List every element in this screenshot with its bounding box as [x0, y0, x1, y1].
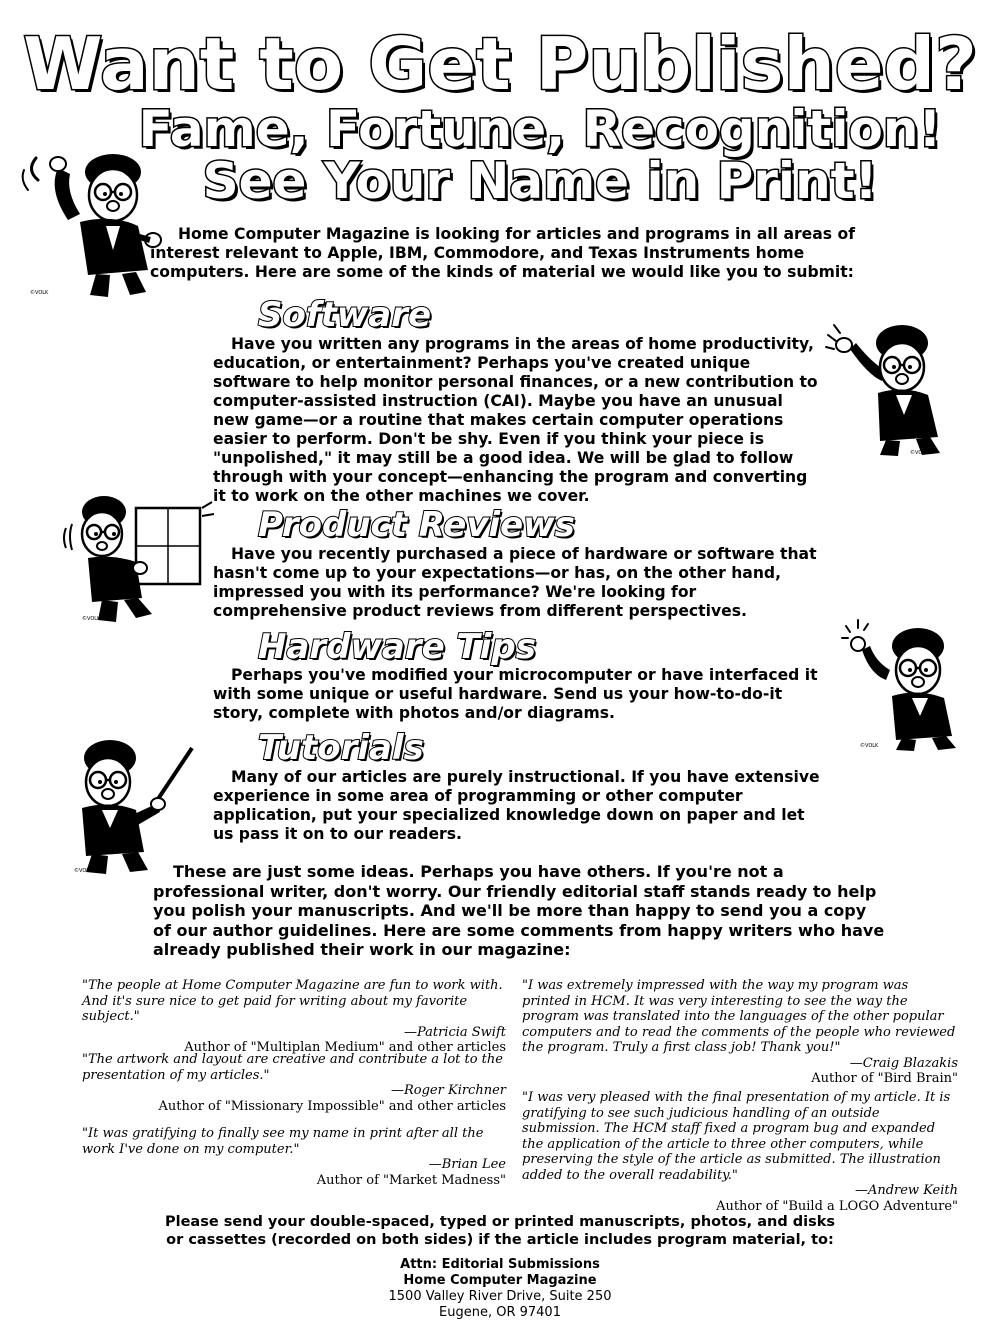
cartoon-man-pointer: [60, 728, 200, 878]
testimonial-credit: Author of "Multiplan Medium" and other articles: [184, 1040, 506, 1055]
testimonial-credit: Author of "Market Madness": [316, 1172, 506, 1188]
address-city: Eugene, OR 97401: [439, 1305, 561, 1320]
testimonial-name: —Craig Blazakis: [849, 1055, 958, 1071]
section-text-tutorials: Many of our articles are purely instructional. If you have extensive experience in some area of programming or other computer application, put your specialized knowledge down on paper and let us pass it on to our readers.: [213, 768, 820, 843]
instructions-line2: or cassettes (recorded on both sides) if the article includes program material, to:: [166, 1232, 834, 1248]
mailing-address: [0, 1257, 1000, 1321]
cartoon-man-pointing: [820, 315, 970, 460]
testimonial-quote: "The people at Home Computer Magazine are fun to work with. And it's sure nice to get paid for writing about my favorite subject.": [82, 978, 503, 1024]
artist-mark: ©VOLK: [910, 450, 929, 456]
intro-text: Home Computer Magazine is looking for articles and programs in all areas of interest relevant to Apple, IBM, Commodore, and Texas Instruments home computers. Here are some of the kinds of material we would like you to submit:: [150, 225, 855, 281]
section-text-product-reviews: Have you recently purchased a piece of hardware or software that hasn't come up to your expectations—or has, on the other hand, impressed you with its performance? We're looking for comprehensive product reviews from different perspectives.: [213, 545, 817, 620]
testimonial-quote: "I was very pleased with the final presentation of my article. It is gratifying to see such judicious handling of an outside submission. The HCM staff fixed a program bug and expanded the application of the article to three other computers, while preserving the style of the article as submitted. The illustration added to the overall readability.": [522, 1090, 951, 1183]
testimonial-credit: Author of "Build a LOGO Adventure": [716, 1198, 958, 1214]
headline-line1: Want to Get Published?: [23, 22, 977, 106]
cartoon-man-idea: [840, 618, 980, 753]
artist-mark: ©VOLK: [74, 868, 93, 874]
cartoon-man-reading: [62, 488, 217, 628]
section-title-tutorials: Tutorials: [258, 728, 424, 768]
artist-mark: ©VOLK: [30, 290, 49, 296]
testimonial: [82, 1052, 506, 1114]
testimonial: [82, 978, 506, 1056]
section-text-hardware-tips: Perhaps you've modified your microcomputer or have interfaced it with some unique or useful hardware. Send us your how-to-do-it story, complete with photos and/or diagrams.: [213, 666, 818, 722]
testimonial-name: —Brian Lee: [428, 1157, 506, 1172]
testimonial-quote: "I was extremely impressed with the way my program was printed in HCM. It was very interesting to see the way the program was translated into the languages of the other popular computers and to read the comments of the people who reviewed the program. Truly a first class job! Thank you!": [522, 978, 956, 1055]
address-org: Home Computer Magazine: [403, 1273, 597, 1288]
testimonial: [522, 978, 958, 1087]
section-title-hardware-tips: Hardware Tips: [258, 627, 536, 667]
testimonial-name: —Roger Kirchner: [391, 1083, 506, 1098]
testimonial: [82, 1126, 506, 1188]
address-street: 1500 Valley River Drive, Suite 250: [388, 1289, 612, 1304]
headline-line3: See Your Name in Print!: [202, 152, 878, 210]
testimonial-name: —Andrew Keith: [854, 1183, 958, 1198]
section-text-software: Have you written any programs in the areas of home productivity, education, or entertainment? Perhaps you've created unique software to help monitor personal finances, or a new contribution to computer-assisted instruction (CAI). Maybe you have an unusual new game—or a routine that makes certain computer operations easier to perform. Don't be shy. Even if you think your piece is "unpolished," it may still be a good idea. We will be glad to follow through with your concept—enhancing the program and converting it to work on the other machines we cover.: [213, 335, 818, 505]
testimonial-credit: Author of "Missionary Impossible" and other articles: [158, 1098, 506, 1114]
artist-mark: ©VOLK: [82, 616, 101, 622]
headline-line2: Fame, Fortune, Recognition!: [138, 100, 942, 158]
testimonial: [522, 1090, 958, 1214]
testimonial-credit: Author of "Bird Brain": [811, 1071, 958, 1086]
section-title-product-reviews: Product Reviews: [258, 505, 575, 545]
cartoon-man-waving: [18, 140, 168, 300]
testimonial-name: —Patricia Swift: [403, 1024, 506, 1040]
instructions-line1: Please send your double-spaced, typed or printed manuscripts, photos, and disks: [164, 1214, 836, 1230]
testimonial-quote: "The artwork and layout are creative and contribute a lot to the presentation of my articles.": [82, 1052, 503, 1083]
section-title-software: Software: [258, 295, 432, 335]
closing-text: These are just some ideas. Perhaps you have others. If you're not a professional writer, don't worry. Our friendly editorial staff stands ready to help you polish your manuscripts. And we'll be more than happy to send you a copy of our author guidelines. Here are some comments from happy writers who have already published their work in our magazine:: [153, 862, 885, 959]
address-attn: Attn: Editorial Submissions: [400, 1257, 600, 1272]
artist-mark: ©VOLK: [860, 743, 879, 749]
submission-instructions: [0, 1213, 1000, 1249]
testimonial-quote: "It was gratifying to finally see my name in print after all the work I've done on my computer.": [82, 1126, 484, 1157]
